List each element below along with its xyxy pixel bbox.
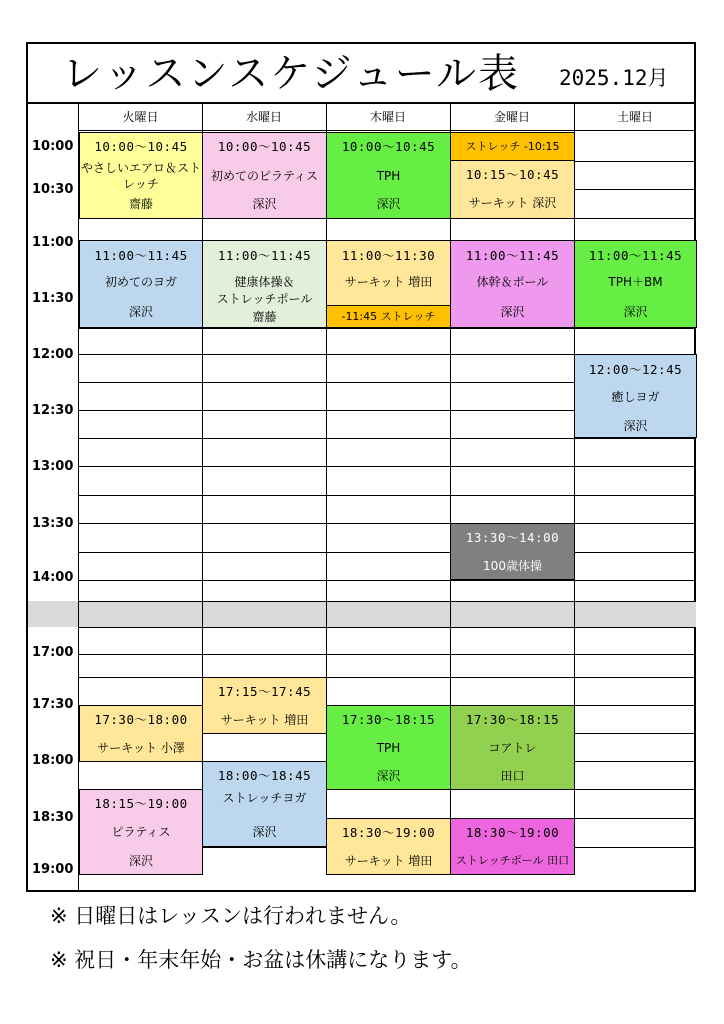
lesson-wed-1000: 10:00〜10:45 初めてのピラティス 深沢	[202, 132, 327, 219]
grid-hline	[78, 677, 696, 678]
lesson-thu-1000: 10:00〜10:45 TPH 深沢	[326, 132, 451, 219]
lesson-tue-1730: 17:30〜18:00 サーキット 小澤	[79, 705, 203, 762]
time-label: 10:00	[32, 139, 74, 154]
time-label: 12:30	[32, 403, 74, 418]
grid-hline	[78, 601, 696, 602]
time-label: 19:00	[32, 862, 74, 877]
lesson-fri-1100: 11:00〜11:45 体幹＆ポール 深沢	[450, 240, 575, 328]
time-label: 13:30	[32, 516, 74, 531]
time-label: 18:30	[32, 810, 74, 825]
note-holiday: ※ 祝日・年末年始・お盆は休講になります。	[50, 948, 472, 972]
grid-hline	[78, 328, 696, 329]
time-label: 13:00	[32, 459, 74, 474]
time-label: 18:00	[32, 753, 74, 768]
grid-hline	[78, 438, 696, 439]
grid-vline	[450, 104, 451, 875]
lesson-wed-1800: 18:00〜18:45 ストレッチヨガ 深沢	[202, 761, 327, 847]
lesson-tue-1100: 11:00〜11:45 初めてのヨガ 深沢	[79, 240, 203, 328]
lesson-fri-1015: 10:15〜10:45 サーキット 深沢	[450, 160, 575, 219]
time-label: 14:00	[32, 570, 74, 585]
grid-hline	[78, 580, 696, 581]
lesson-fri-stretch: ストレッチ -10:15	[450, 132, 575, 161]
lesson-tue-1000: 10:00〜10:45 やさしいエアロ＆スト レッチ 齋藤	[79, 132, 203, 219]
grid-hline	[78, 495, 696, 496]
lesson-thu-1100: 11:00〜11:30 サーキット 増田	[326, 240, 451, 306]
lesson-fri-1830: 18:30〜19:00 ストレッチポール 田口	[450, 818, 575, 875]
day-header-sat: 土曜日	[616, 110, 653, 124]
time-label: 10:30	[32, 182, 74, 197]
day-header-wed: 水曜日	[245, 110, 282, 124]
grid-hline	[78, 627, 696, 628]
grid-vline	[78, 104, 79, 892]
lesson-fri-1330: 13:30〜14:00 100歳体操	[450, 523, 575, 580]
day-header-fri: 金曜日	[493, 110, 530, 124]
lesson-fri-1730: 17:30〜18:15 コアトレ 田口	[450, 705, 575, 790]
lesson-thu-1730: 17:30〜18:15 TPH 深沢	[326, 705, 451, 790]
lesson-wed-1715: 17:15〜17:45 サーキット 増田	[202, 677, 327, 734]
month-label: 2025.12月	[559, 66, 669, 90]
lesson-tue-1815: 18:15〜19:00 ピラティス 深沢	[79, 789, 203, 875]
lesson-sat-1100: 11:00〜11:45 TPH＋BM 深沢	[574, 240, 697, 328]
grid-hline	[78, 552, 696, 553]
note-sunday: ※ 日曜日はレッスンは行われません。	[50, 904, 412, 928]
grid-vline	[574, 104, 575, 875]
lesson-sat-1200: 12:00〜12:45 癒しヨガ 深沢	[574, 354, 697, 438]
lesson-thu-1830: 18:30〜19:00 サーキット 増田	[326, 818, 451, 875]
lesson-thu-stretch: -11:45 ストレッチ	[326, 305, 451, 328]
page-title: レッスンスケジュール表	[62, 51, 520, 97]
time-label: 17:30	[32, 697, 74, 712]
lesson-wed-1100: 11:00〜11:45 健康体操＆ ストレッチポール 齋藤	[202, 240, 327, 328]
day-header-tue: 火曜日	[122, 110, 159, 124]
grid-hline	[78, 523, 696, 524]
time-label: 12:00	[32, 347, 74, 362]
grid-vline	[326, 104, 327, 875]
time-label: 11:30	[32, 291, 74, 306]
time-label: 17:00	[32, 645, 74, 660]
grid-vline	[202, 104, 203, 875]
grid-hline	[78, 466, 696, 467]
time-label: 11:00	[32, 235, 74, 250]
grid-hline	[78, 654, 696, 655]
grid-hline	[78, 130, 696, 131]
day-header-thu: 木曜日	[369, 110, 406, 124]
break-band	[28, 601, 696, 627]
